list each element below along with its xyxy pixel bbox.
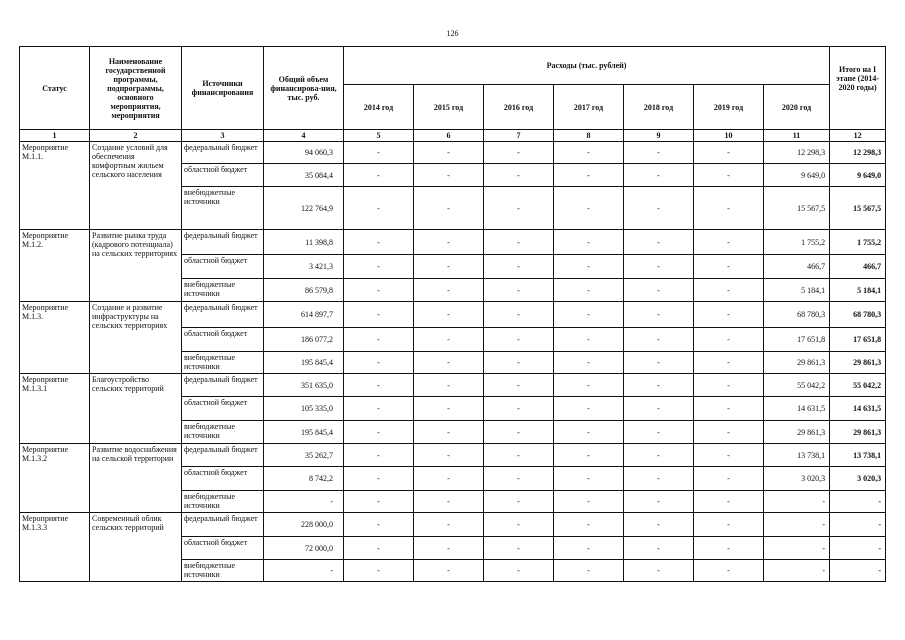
year-cell: - <box>624 230 694 255</box>
event-name-cell: Создание и развитие инфраструктуры на сельских территориях <box>90 302 182 374</box>
year-cell: - <box>484 513 554 537</box>
year-cell: - <box>554 560 624 582</box>
year-cell: - <box>344 352 414 374</box>
year-cell: - <box>554 142 624 164</box>
column-number: 12 <box>830 130 886 142</box>
event-name-cell: Развитие водоснабжения на сельской территории <box>90 444 182 513</box>
sum-cell: - <box>830 513 886 537</box>
source-cell: областной бюджет <box>182 328 264 352</box>
status-cell: Мероприятие М.1.3.2 <box>20 444 90 513</box>
year-cell: - <box>624 397 694 421</box>
year-cell: - <box>414 255 484 279</box>
year-cell: - <box>694 279 764 302</box>
header-year: 2019 год <box>694 85 764 130</box>
column-numbers-row <box>20 130 886 142</box>
header-year: 2018 год <box>624 85 694 130</box>
year-cell: - <box>414 444 484 467</box>
year-cell: - <box>624 560 694 582</box>
year-cell: - <box>484 230 554 255</box>
source-cell: областной бюджет <box>182 537 264 560</box>
column-number: 1 <box>20 130 90 142</box>
total-cell: 105 335,0 <box>264 397 344 421</box>
year-cell: - <box>624 279 694 302</box>
source-cell: внебюджетные источники <box>182 421 264 444</box>
column-number: 9 <box>624 130 694 142</box>
year-2020-cell: 13 738,1 <box>764 444 830 467</box>
year-cell: - <box>484 164 554 187</box>
year-cell: - <box>554 513 624 537</box>
sum-cell: 466,7 <box>830 255 886 279</box>
source-cell: областной бюджет <box>182 255 264 279</box>
year-cell: - <box>554 491 624 513</box>
source-cell: областной бюджет <box>182 397 264 421</box>
sum-cell: 14 631,5 <box>830 397 886 421</box>
year-cell: - <box>694 187 764 230</box>
year-cell: - <box>484 187 554 230</box>
year-cell: - <box>344 513 414 537</box>
year-2020-cell: 1 755,2 <box>764 230 830 255</box>
year-cell: - <box>484 491 554 513</box>
total-cell: 228 000,0 <box>264 513 344 537</box>
column-number: 4 <box>264 130 344 142</box>
year-cell: - <box>554 164 624 187</box>
sum-cell: - <box>830 491 886 513</box>
year-cell: - <box>554 279 624 302</box>
year-cell: - <box>694 374 764 397</box>
year-cell: - <box>484 142 554 164</box>
year-2020-cell: - <box>764 537 830 560</box>
year-2020-cell: 68 780,3 <box>764 302 830 328</box>
event-name-cell: Благоустройство сельских территорий <box>90 374 182 444</box>
year-2020-cell: 29 861,3 <box>764 421 830 444</box>
year-cell: - <box>554 352 624 374</box>
header-name: Наименование государственной программы, подпрограммы, основного мероприятия, мероприятия <box>90 47 182 130</box>
year-cell: - <box>554 537 624 560</box>
year-cell: - <box>694 397 764 421</box>
total-cell: 35 084,4 <box>264 164 344 187</box>
header-year: 2020 год <box>764 85 830 130</box>
year-cell: - <box>484 328 554 352</box>
sum-cell: 1 755,2 <box>830 230 886 255</box>
year-2020-cell: 15 567,5 <box>764 187 830 230</box>
status-cell: Мероприятие М.1.2. <box>20 230 90 302</box>
table-row <box>20 444 886 467</box>
year-cell: - <box>624 328 694 352</box>
year-cell: - <box>484 302 554 328</box>
year-cell: - <box>694 421 764 444</box>
sum-cell: 15 567,5 <box>830 187 886 230</box>
year-cell: - <box>694 352 764 374</box>
year-cell: - <box>414 537 484 560</box>
sum-cell: 13 738,1 <box>830 444 886 467</box>
sum-cell: 5 184,1 <box>830 279 886 302</box>
year-cell: - <box>484 444 554 467</box>
total-cell: 614 897,7 <box>264 302 344 328</box>
source-cell: областной бюджет <box>182 164 264 187</box>
year-cell: - <box>344 255 414 279</box>
year-cell: - <box>414 230 484 255</box>
source-cell: федеральный бюджет <box>182 142 264 164</box>
year-cell: - <box>484 560 554 582</box>
sum-cell: 9 649,0 <box>830 164 886 187</box>
total-cell: 351 635,0 <box>264 374 344 397</box>
event-name-cell: Развитие рынка труда (кадрового потенциала) на сельских территориях <box>90 230 182 302</box>
year-cell: - <box>414 421 484 444</box>
year-cell: - <box>554 328 624 352</box>
year-cell: - <box>484 352 554 374</box>
year-2020-cell: - <box>764 513 830 537</box>
year-cell: - <box>414 397 484 421</box>
total-cell: 8 742,2 <box>264 467 344 491</box>
total-cell: - <box>264 491 344 513</box>
event-name-cell: Современный облик сельских территорий <box>90 513 182 582</box>
column-number: 8 <box>554 130 624 142</box>
page-number: 126 <box>446 29 459 38</box>
year-cell: - <box>344 421 414 444</box>
source-cell: федеральный бюджет <box>182 302 264 328</box>
year-2020-cell: 55 042,2 <box>764 374 830 397</box>
header-year: 2014 год <box>344 85 414 130</box>
sum-cell: 17 651,8 <box>830 328 886 352</box>
year-cell: - <box>624 187 694 230</box>
year-cell: - <box>554 374 624 397</box>
source-cell: внебюджетные источники <box>182 560 264 582</box>
year-cell: - <box>344 397 414 421</box>
year-cell: - <box>484 397 554 421</box>
status-cell: Мероприятие М.1.3.3 <box>20 513 90 582</box>
status-cell: Мероприятие М.1.1. <box>20 142 90 230</box>
source-cell: внебюджетные источники <box>182 187 264 230</box>
header-expenses: Расходы (тыс. рублей) <box>344 47 830 85</box>
header-year: 2017 год <box>554 85 624 130</box>
budget-table <box>19 46 886 582</box>
year-cell: - <box>624 164 694 187</box>
column-number: 10 <box>694 130 764 142</box>
year-cell: - <box>694 513 764 537</box>
year-cell: - <box>344 302 414 328</box>
table-body <box>20 142 886 582</box>
year-cell: - <box>484 374 554 397</box>
header-total: Общий объем финансирова-ния, тыс. руб. <box>264 47 344 130</box>
table-row <box>20 142 886 164</box>
year-cell: - <box>694 255 764 279</box>
sum-cell: 29 861,3 <box>830 352 886 374</box>
year-cell: - <box>414 302 484 328</box>
sum-cell: 68 780,3 <box>830 302 886 328</box>
table-row <box>20 302 886 328</box>
year-cell: - <box>414 142 484 164</box>
year-cell: - <box>344 374 414 397</box>
year-2020-cell: 29 861,3 <box>764 352 830 374</box>
year-cell: - <box>484 279 554 302</box>
column-number: 11 <box>764 130 830 142</box>
source-cell: федеральный бюджет <box>182 513 264 537</box>
year-cell: - <box>694 560 764 582</box>
year-cell: - <box>624 255 694 279</box>
year-cell: - <box>624 513 694 537</box>
column-number: 5 <box>344 130 414 142</box>
year-2020-cell: 17 651,8 <box>764 328 830 352</box>
header-row-top <box>20 47 886 85</box>
year-cell: - <box>344 164 414 187</box>
year-cell: - <box>344 279 414 302</box>
source-cell: внебюджетные источники <box>182 491 264 513</box>
status-cell: Мероприятие М.1.3. <box>20 302 90 374</box>
year-cell: - <box>414 467 484 491</box>
total-cell: 11 398,8 <box>264 230 344 255</box>
year-cell: - <box>624 421 694 444</box>
total-cell: 3 421,3 <box>264 255 344 279</box>
year-cell: - <box>344 328 414 352</box>
year-2020-cell: - <box>764 491 830 513</box>
year-cell: - <box>694 537 764 560</box>
year-cell: - <box>694 328 764 352</box>
year-cell: - <box>624 444 694 467</box>
year-cell: - <box>414 560 484 582</box>
year-2020-cell: 14 631,5 <box>764 397 830 421</box>
year-cell: - <box>624 142 694 164</box>
year-2020-cell: 466,7 <box>764 255 830 279</box>
header-status: Статус <box>20 47 90 130</box>
total-cell: 195 845,4 <box>264 421 344 444</box>
total-cell: 86 579,8 <box>264 279 344 302</box>
total-cell: 122 764,9 <box>264 187 344 230</box>
year-cell: - <box>624 302 694 328</box>
header-year: 2015 год <box>414 85 484 130</box>
header-sum: Итого на I этапе (2014-2020 годы) <box>830 47 886 130</box>
year-cell: - <box>554 255 624 279</box>
year-cell: - <box>624 537 694 560</box>
header-year: 2016 год <box>484 85 554 130</box>
table-row <box>20 230 886 255</box>
event-name-cell: Создание условий для обеспечения комфортным жильем сельского населения <box>90 142 182 230</box>
year-cell: - <box>554 187 624 230</box>
source-cell: внебюджетные источники <box>182 352 264 374</box>
year-cell: - <box>624 374 694 397</box>
year-2020-cell: 3 020,3 <box>764 467 830 491</box>
total-cell: 186 077,2 <box>264 328 344 352</box>
sum-cell: 12 298,3 <box>830 142 886 164</box>
total-cell: 94 060,3 <box>264 142 344 164</box>
year-cell: - <box>484 537 554 560</box>
sum-cell: 29 861,3 <box>830 421 886 444</box>
year-cell: - <box>694 467 764 491</box>
year-cell: - <box>694 302 764 328</box>
year-cell: - <box>414 374 484 397</box>
status-cell: Мероприятие М.1.3.1 <box>20 374 90 444</box>
column-number: 2 <box>90 130 182 142</box>
year-cell: - <box>344 230 414 255</box>
year-cell: - <box>344 187 414 230</box>
year-cell: - <box>694 491 764 513</box>
year-cell: - <box>554 467 624 491</box>
year-cell: - <box>414 352 484 374</box>
sum-cell: 55 042,2 <box>830 374 886 397</box>
year-cell: - <box>694 444 764 467</box>
year-cell: - <box>414 164 484 187</box>
sum-cell: - <box>830 560 886 582</box>
year-cell: - <box>624 491 694 513</box>
column-number: 6 <box>414 130 484 142</box>
sum-cell: - <box>830 537 886 560</box>
table-row <box>20 374 886 397</box>
year-2020-cell: 12 298,3 <box>764 142 830 164</box>
column-number: 7 <box>484 130 554 142</box>
year-cell: - <box>344 467 414 491</box>
sum-cell: 3 020,3 <box>830 467 886 491</box>
total-cell: - <box>264 560 344 582</box>
year-cell: - <box>484 421 554 444</box>
header-source: Источники финансирования <box>182 47 264 130</box>
year-cell: - <box>554 421 624 444</box>
total-cell: 195 845,4 <box>264 352 344 374</box>
year-2020-cell: 5 184,1 <box>764 279 830 302</box>
year-cell: - <box>484 467 554 491</box>
source-cell: федеральный бюджет <box>182 230 264 255</box>
total-cell: 35 262,7 <box>264 444 344 467</box>
year-cell: - <box>484 255 554 279</box>
year-cell: - <box>554 444 624 467</box>
year-cell: - <box>694 230 764 255</box>
year-cell: - <box>694 142 764 164</box>
source-cell: федеральный бюджет <box>182 374 264 397</box>
column-number: 3 <box>182 130 264 142</box>
year-cell: - <box>554 302 624 328</box>
year-2020-cell: 9 649,0 <box>764 164 830 187</box>
year-cell: - <box>554 397 624 421</box>
year-cell: - <box>624 352 694 374</box>
year-cell: - <box>414 513 484 537</box>
year-cell: - <box>344 491 414 513</box>
year-cell: - <box>344 142 414 164</box>
year-cell: - <box>624 467 694 491</box>
table-row <box>20 513 886 537</box>
year-cell: - <box>344 537 414 560</box>
year-cell: - <box>414 187 484 230</box>
year-cell: - <box>554 230 624 255</box>
year-cell: - <box>414 328 484 352</box>
source-cell: федеральный бюджет <box>182 444 264 467</box>
total-cell: 72 000,0 <box>264 537 344 560</box>
year-cell: - <box>344 444 414 467</box>
year-cell: - <box>414 491 484 513</box>
year-2020-cell: - <box>764 560 830 582</box>
source-cell: областной бюджет <box>182 467 264 491</box>
year-cell: - <box>414 279 484 302</box>
year-cell: - <box>694 164 764 187</box>
source-cell: внебюджетные источники <box>182 279 264 302</box>
year-cell: - <box>344 560 414 582</box>
